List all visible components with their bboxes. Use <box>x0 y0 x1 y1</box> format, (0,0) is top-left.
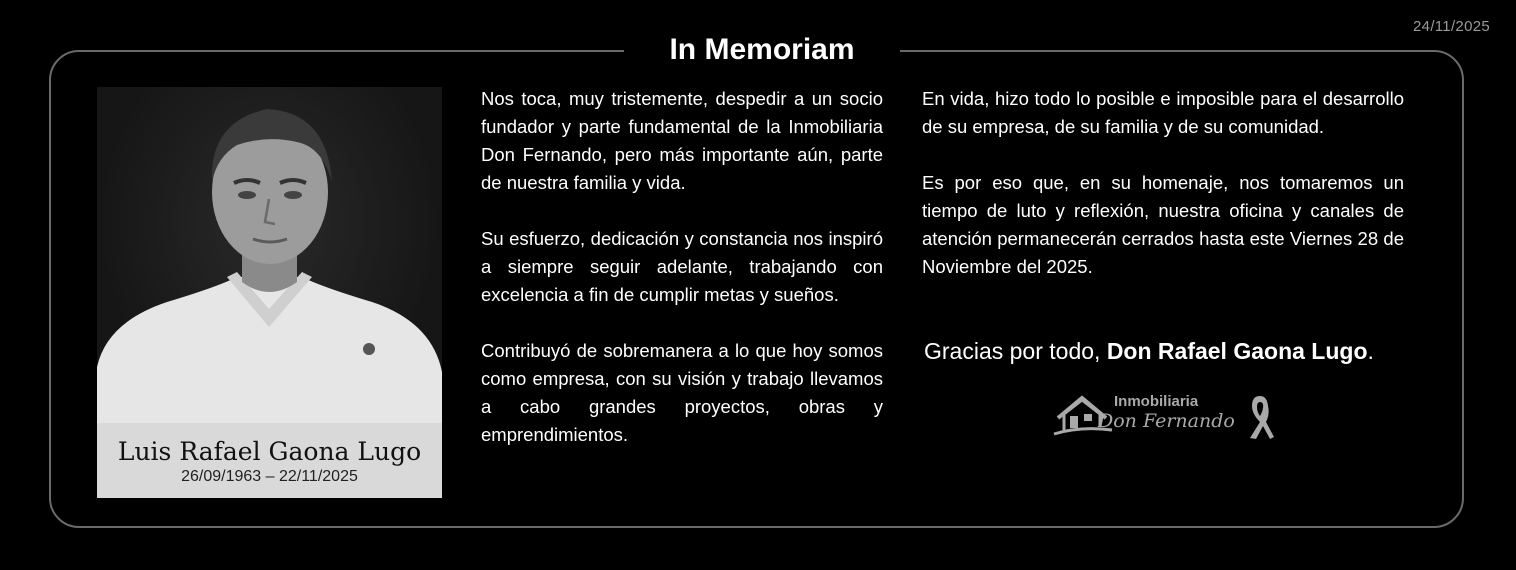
date-label: 24/11/2025 <box>1413 18 1490 35</box>
deceased-name: Luis Rafael Gaona Lugo <box>117 437 422 466</box>
paragraph: En vida, hizo todo lo posible e imposible para el desarrollo de su empresa, de su familia y de su comunidad. <box>922 88 1404 137</box>
tribute-column-right <box>922 85 1404 309</box>
paragraph: Contribuyó de sobremanera a lo que hoy somos como empresa, con su visión y trabajo llevamos a cabo grandes proyectos, obras y emprendimientos. <box>481 340 883 445</box>
portrait-card <box>97 87 442 498</box>
paragraph: Es por eso que, en su homenaje, nos tomaremos un tiempo de luto y reflexión, nuestra oficina y canales de atención permanecerán cerrados hasta este Viernes 28 de Noviembre del 2025. <box>922 172 1404 277</box>
company-logo <box>1050 390 1280 442</box>
thanks-line <box>924 336 1374 366</box>
paragraph: Su esfuerzo, dedicación y constancia nos inspiró a siempre seguir adelante, trabajando con excelencia a fin de cumplir metas y sueños. <box>481 228 883 305</box>
logo-line-2: Don Fernando <box>1098 410 1235 432</box>
thanks-name: Don Rafael Gaona Lugo <box>1106 338 1368 364</box>
portrait-silhouette <box>97 87 442 423</box>
paragraph: Nos toca, muy tristemente, despedir a un socio fundador y parte fundamental de la Inmobiliaria Don Fernando, pero más importante aún, parte de nuestra familia y vida. <box>481 88 883 193</box>
page-title: In Memoriam <box>624 30 900 70</box>
life-dates: 26/09/1963 – 22/11/2025 <box>181 468 358 485</box>
thanks-prefix: Gracias por todo, <box>924 338 1107 364</box>
ribbon-icon <box>1246 392 1274 440</box>
logo-line-1: Inmobiliaria <box>1114 393 1199 410</box>
thanks-suffix: . <box>1367 338 1374 364</box>
portrait-caption <box>97 423 442 498</box>
tribute-column-left <box>481 85 883 477</box>
portrait-photo <box>97 87 442 423</box>
